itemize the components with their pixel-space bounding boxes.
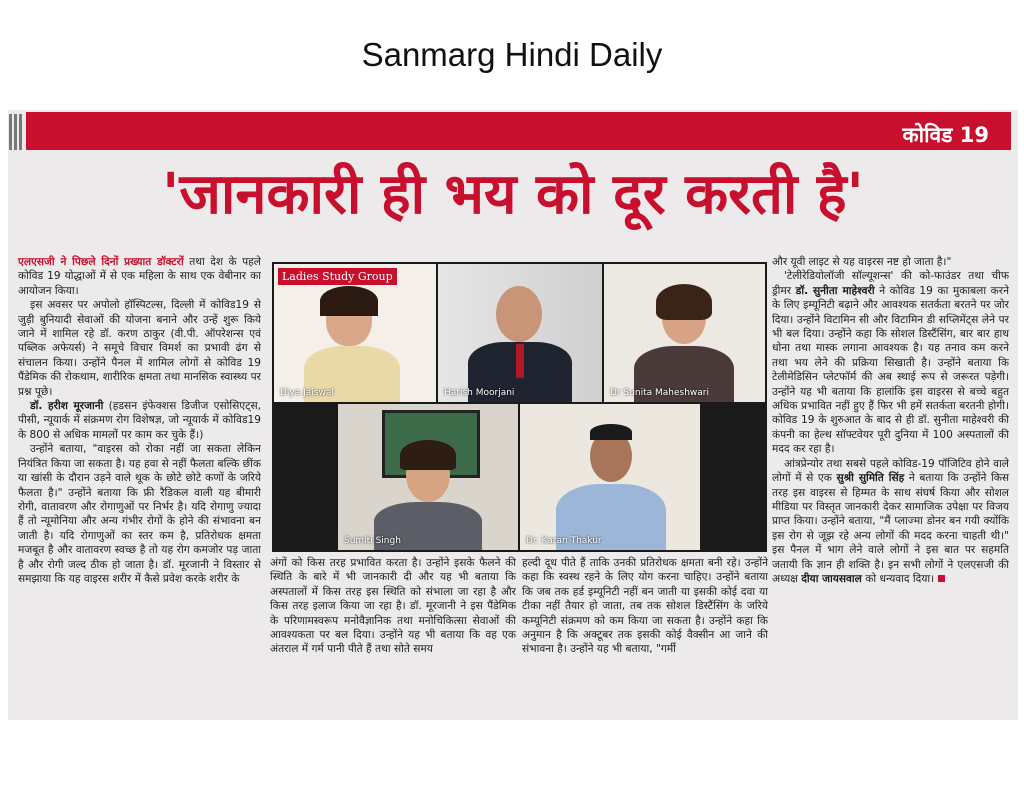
section-banner — [26, 112, 1011, 150]
lead-text: तथा देश के पहले कोविड 19 योद्धाओं में से एक महिला के साथ एक वेबीनार का आयोजन किया। — [18, 256, 261, 297]
banner-bars — [8, 114, 24, 150]
photo-tile-sumiti — [338, 404, 518, 550]
paragraph-text: 'टेलीरेडियोलॉजी सॉल्यूशन्स' की को-फाउंडर तथा चीफ ड्रीमर — [772, 270, 1009, 297]
paragraph: इस अवसर पर अपोलो हॉस्पिटल्स, दिल्ली में कोविड19 से जुड़ी बुनियादी सेवाओं की योजना बनाने और उन्हें शुरू किये जाने में शामिल रहे डॉ. करण ठाकुर (वी.पी. ऑपरेशन्स एवं पब्लिक अफेयर्स) ने समूचे विचार विमर्श का प्रभावी ढंग से संचालन किया। उन्होंने पैनल में शामिल लोगों से कोविड 19 पैंडेमिक की रोकथाम, शारीरिक क्षमता तथा मानसिक स्वास्थ्य पर प्रश्न पूछे। — [18, 299, 261, 398]
group-label: Ladies Study Group — [278, 268, 397, 285]
paragraph-text: आंत्रप्रेन्योर तथा सबसे पहले कोविड-19 पॉजिटिव होने वाले लोगों में से एक — [772, 457, 1009, 485]
lead-red-text: एलएसजी ने पिछले दिनों प्रख्यात डॉक्टरों — [18, 256, 184, 268]
paragraph — [18, 255, 261, 298]
paragraph-text: को धन्यवाद दिया। — [861, 572, 935, 585]
end-mark — [938, 575, 945, 582]
speaker-name: दीया जायसवाल — [801, 572, 862, 585]
tie — [516, 344, 524, 378]
article-column-2 — [270, 556, 516, 706]
person-hair — [400, 440, 456, 470]
section-tag: कोविड 19 — [902, 123, 989, 147]
speaker-name: डॉ. सुनीता माहेश्वरी — [795, 284, 875, 297]
participant-name: Dr Sunita Maheshwari — [610, 388, 710, 398]
paragraph: और यूवी लाइट से यह वाइरस नष्ट हो जाता है।" — [772, 256, 952, 268]
participant-name: Dr. Karan Thakur — [526, 536, 602, 546]
photo-tile-karan — [520, 404, 700, 550]
image-caption: Sanmarg Hindi Daily — [361, 36, 663, 73]
newspaper-clipping — [8, 110, 1018, 720]
person-hair — [656, 284, 712, 320]
headline: 'जानकारी ही भय को दूर करती है' — [162, 162, 864, 227]
paragraph: हल्दी दूध पीते हैं ताकि उनकी प्रतिरोधक क्षमता बनी रहे। उन्होंने कहा कि स्वस्थ रहने के लिए योग करना चाहिए। उन्होंने बताया कि जब तक हर्ड इम्यूनिटी नहीं बन जाती या इसकी कोई दवा या टीका नहीं तैयार हो जाता, तब तक सोशल डिस्टैंसिंग के जरिये कम्यूनिटी संक्रमण को कम किया जा सकता है। उन्होंने कहा कि अनुमान है कि अक्टूबर तक इसकी कोई वैक्सीन आ जाने की संभावना है। उन्होंने यह भी बताया, "गर्मी — [522, 557, 768, 656]
participant-name: Diya Jaiswal — [280, 388, 334, 398]
webinar-screenshot-photo — [272, 262, 767, 552]
speaker-name: सुश्री सुमिति सिंह — [836, 472, 905, 485]
person-hair — [320, 286, 378, 316]
paragraph — [772, 457, 1009, 587]
photo-tile-harish — [438, 264, 602, 402]
person-face — [496, 286, 542, 342]
article-column-4 — [772, 255, 1009, 707]
photo-tile-diya — [274, 264, 436, 402]
article-column-3 — [522, 556, 768, 706]
paragraph-text: ने कोविड 19 का मुकाबला करने के लिए इम्यूनिटी बढ़ाने और आवश्यक सतर्कता बरतने पर जोर दिया। उन्होंने विटामिन सी और विटामिन डी सप्लिमेंट्स लेने पर भी बल दिया। उन्होंने कहा कि सोशल डिस्टैंसिंग, बार बार हाथ धोना तथा मास्क लगाना आवश्यक है। यह तनाव कम करने तथा भय लेने की प्रक्रिया सिखाती है। उन्होंने बताया कि टेलीमेडिसिन प्लेटफॉर्म की अब स्थाई रूप से जरूरत पड़ेगी। उन्होंने यह भी बताया कि हालांकि इस वाइरस से बच्चे बहुत अधिक प्रभावित नहीं हुए हैं फिर भी हमें सतर्कता बरतनी होगी। कोविड 19 के शुरुआत के बाद से ही डॉ. सुनीता माहेश्वरी की कंपनी का हेल्थ सॉफ्टवेयर पूरी दुनिया में 100 अस्पतालों की मदद कर रहा है। — [772, 284, 1009, 456]
participant-name: Sumiti Singh — [344, 536, 401, 546]
paragraph — [772, 269, 1009, 456]
paragraph-text: (हडसन इंफेक्शस डिजीज एसोसिएट्स, पीसी, न्यूयार्क में संक्रमण रोग विशेषज्ञ, जो न्यूयार्क में कोविड19 के 800 से अधिक मामलों पर काम कर चुके हैं।) — [18, 400, 261, 441]
paragraph-text: ने बताया कि उन्होंने किस तरह इस वाइरस से हिम्मत के साथ संघर्ष किया और सोशल मीडिया पर विस्तृत जानकारी देकर सामाजिक उपेक्षा पर विजय प्राप्त किया। उन्होंने बताया, "मैं प्लाज्मा डोनर बन गयी क्योंकि इस रोग से जूझ रहे अन्य लोगों की मदद करना चाहती थी।" इस पैनल में भाग लेने वाले लोगों ने इस बात पर सहमति जतायी कि ज्ञान ही शक्ति है। इन सभी लोगों ने एलएसजी की अध्यक्ष — [772, 472, 1009, 585]
speaker-name: डॉ. हरीश मूरजानी — [30, 400, 104, 413]
person-hair — [590, 424, 632, 440]
participant-name: Harish Moorjani — [444, 388, 515, 398]
paragraph — [18, 399, 261, 442]
article-column-1 — [18, 255, 261, 707]
paragraph: उन्होंने बताया, "वाइरस को रोका नहीं जा सकता लेकिन नियंत्रित किया जा सकता है। यह हवा से नहीं फैलता बल्कि छींक या खांसी के दौरान उड़ने वाले थूक के छोटे छोटे कणों के जरिये फैलता है।" उन्होंने बताया कि फ्री रैडिकल वाली यह बीमारी रोगी, वातावरण और रोगाणुओं पर निर्भर है। यदि रोगाणु ज्यादा हैं तो न्यूमोनिया और अन्य गंभीर रोगों के होने की संभावना बन जाती है। यदि रोगाणुओं का स्तर कम है, प्रतिरोधक क्षमता मजबूत है और वातावरण स्वच्छ है तो यह रोग कमजोर पड़ जाता है और रोगी जल्द ठीक हो जाता है। डॉ. मूरजानी ने विस्तार से समझाया कि यह वाइरस शरीर में कैसे प्रवेश करके शरीर के — [18, 443, 261, 585]
photo-tile-sunita — [604, 264, 765, 402]
paragraph: अंगों को किस तरह प्रभावित करता है। उन्होंने इसके फैलने की स्थिति के बारे में भी जानकारी दी और यह भी बताया कि अस्पतालों में किस तरह इस स्थिति को संभाला जा रहा है और किस तरह इलाज किया जा रहा है। डॉ. मूरजानी ने इस पैंडेमिक के परिणामस्वरूप मनोवैज्ञानिक तथा मनोचिकित्सा सेवाओं की आवश्यकता पर बल दिया। उन्होंने यह भी बताया कि वह एक अंतराल में गर्म पानी पीते हैं तथा सोते समय — [270, 557, 516, 656]
